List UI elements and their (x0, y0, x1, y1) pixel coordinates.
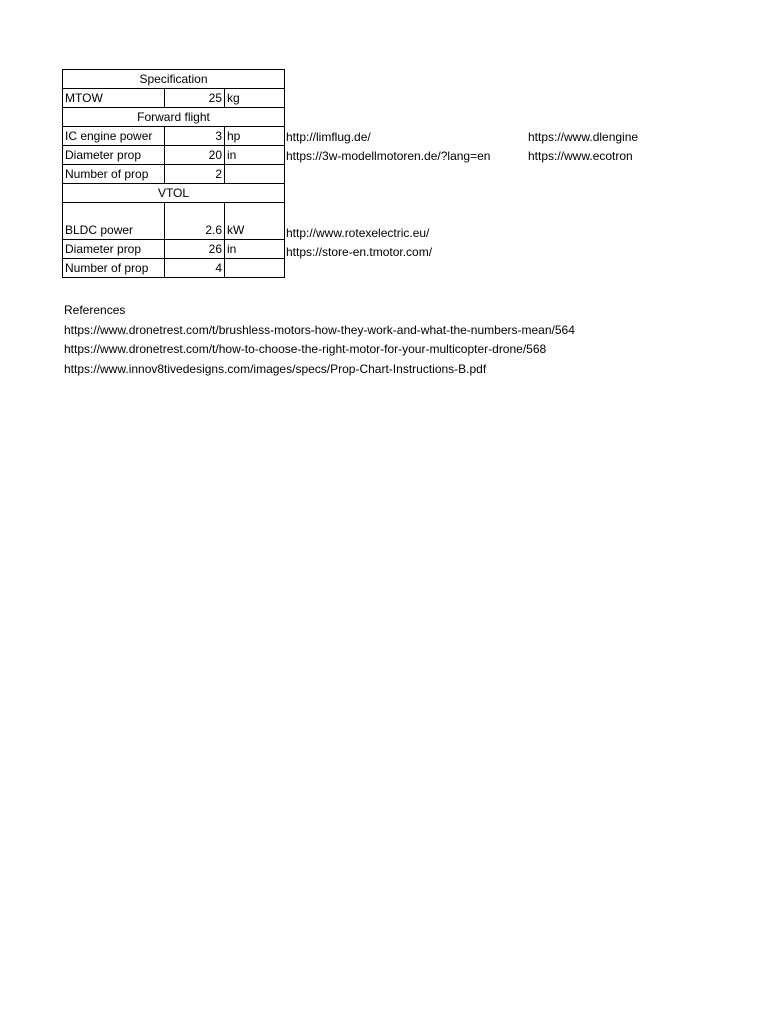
vtol-header: VTOL (63, 184, 285, 203)
vtol-diameter-prop-unit: in (225, 240, 285, 259)
ic-engine-power-unit: hp (225, 127, 285, 146)
specification-table (62, 69, 285, 278)
vtol-number-of-prop-value: 4 (165, 259, 225, 278)
ff-diameter-prop-label: Diameter prop (63, 146, 165, 165)
table-row (63, 127, 285, 146)
table-row (63, 70, 285, 89)
references-section (64, 301, 575, 379)
tmotor-link[interactable]: https://store-en.tmotor.com/ (286, 245, 433, 259)
ecotron-link[interactable]: https://www.ecotron (528, 149, 633, 163)
table-row (63, 184, 285, 203)
vtol-number-of-prop-label: Number of prop (63, 259, 165, 278)
bldc-power-label: BLDC power (63, 203, 165, 240)
mtow-unit: kg (225, 89, 285, 108)
ff-diameter-prop-value: 20 (165, 146, 225, 165)
vtol-number-of-prop-unit (225, 259, 285, 278)
modellmotoren-link[interactable]: https://3w-modellmotoren.de/?lang=en (286, 149, 491, 163)
table-row (63, 146, 285, 165)
ff-diameter-prop-unit: in (225, 146, 285, 165)
bldc-power-value: 2.6 (165, 203, 225, 240)
table-row (63, 259, 285, 278)
vtol-diameter-prop-label: Diameter prop (63, 240, 165, 259)
table-row (63, 240, 285, 259)
dlengine-link[interactable]: https://www.dlengine (528, 130, 639, 144)
table-row (63, 165, 285, 184)
limflug-link[interactable]: http://limflug.de/ (286, 130, 371, 144)
mtow-value: 25 (165, 89, 225, 108)
table-title: Specification (63, 70, 285, 89)
vtol-diameter-prop-value: 26 (165, 240, 225, 259)
references-heading: References (64, 303, 126, 317)
bldc-power-unit: kW (225, 203, 285, 240)
mtow-label: MTOW (63, 89, 165, 108)
reference-link[interactable]: https://www.dronetrest.com/t/how-to-choose-the-right-motor-for-your-multicopter-drone/568 (64, 342, 547, 356)
table-row (63, 108, 285, 127)
ic-engine-power-label: IC engine power (63, 127, 165, 146)
ic-engine-power-value: 3 (165, 127, 225, 146)
table-row (63, 203, 285, 240)
ff-number-of-prop-label: Number of prop (63, 165, 165, 184)
table-row (63, 89, 285, 108)
ff-number-of-prop-value: 2 (165, 165, 225, 184)
forward-flight-header: Forward flight (63, 108, 285, 127)
reference-link[interactable]: https://www.innov8tivedesigns.com/images/specs/Prop-Chart-Instructions-B.pdf (64, 361, 487, 376)
rotexelectric-link[interactable]: http://www.rotexelectric.eu/ (286, 226, 430, 240)
reference-link[interactable]: https://www.dronetrest.com/t/brushless-motors-how-they-work-and-what-the-numbers-mean/564 (64, 322, 575, 337)
ff-number-of-prop-unit (225, 165, 285, 184)
